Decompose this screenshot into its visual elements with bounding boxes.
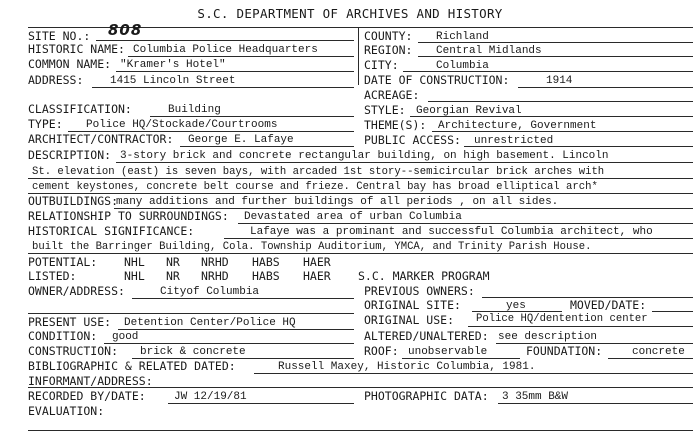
roof-label: ROOF: — [364, 344, 399, 358]
roof-value: unobservable — [408, 346, 488, 358]
city-value: Columbia — [436, 60, 489, 72]
region-value: Central Midlands — [436, 45, 542, 57]
original-use-label: ORIGINAL USE: — [364, 313, 455, 327]
listed-label: LISTED: — [28, 269, 77, 283]
construction-value: brick & concrete — [140, 346, 246, 358]
recorded-by-value: JW 12/19/81 — [174, 391, 247, 403]
evaluation-label: EVALUATION: — [28, 404, 105, 418]
potential-nrhd: NRHD — [201, 255, 229, 269]
altered-label: ALTERED/UNALTERED: — [364, 329, 489, 343]
relationship-label: RELATIONSHIP TO SURROUNDINGS: — [28, 209, 229, 223]
form-header: S.C. DEPARTMENT OF ARCHIVES AND HISTORY — [197, 6, 503, 21]
recorded-by-label: RECORDED BY/DATE: — [28, 389, 146, 403]
listed-nrhd: NRHD — [201, 269, 229, 283]
classification-label: CLASSIFICATION: — [28, 102, 132, 116]
informant-label: INFORMANT/ADDRESS: — [28, 374, 153, 388]
relationship-value: Devastated area of urban Columbia — [244, 211, 462, 223]
listed-habs: HABS — [252, 269, 280, 283]
common-name-label: COMMON NAME: — [28, 57, 112, 71]
owner-address-label: OWNER/ADDRESS: — [28, 284, 125, 298]
common-name-value: "Kramer's Hotel" — [120, 59, 226, 71]
themes-label: THEME(S): — [364, 118, 427, 132]
historical-significance-line-2: built the Barringer Building, Cola. Township Auditorium, YMCA, and Trinity Parish House. — [32, 241, 592, 253]
site-inventory-form — [28, 21, 693, 432]
potential-haer: HAER — [303, 255, 331, 269]
historical-significance-label: HISTORICAL SIGNIFICANCE: — [28, 224, 195, 238]
description-line-3: cement keystones, concrete belt course and frieze. Central bay has broad elliptical arch* — [32, 181, 598, 193]
description-line-1: 3-story brick and concrete rectangular building, on high basement. Lincoln — [120, 150, 609, 162]
foundation-value: concrete — [632, 346, 685, 358]
listed-nhl: NHL — [124, 269, 145, 283]
condition-label: CONDITION: — [28, 329, 98, 343]
architect-label: ARCHITECT/CONTRACTOR: — [28, 132, 174, 146]
acreage-label: ACREAGE: — [364, 88, 420, 102]
county-value: Richland — [436, 31, 489, 43]
bibliographic-label: BIBLIOGRAPHIC & RELATED DATED: — [28, 359, 236, 373]
site-no-label: SITE NO.: — [28, 29, 91, 43]
historic-name-label: HISTORIC NAME: — [28, 42, 125, 56]
original-use-value: Police HQ/dentention center — [476, 313, 648, 325]
previous-owners-label: PREVIOUS OWNERS: — [364, 284, 475, 298]
date-of-construction-label: DATE OF CONSTRUCTION: — [364, 73, 510, 87]
foundation-label: FOUNDATION: — [526, 344, 603, 358]
potential-nr: NR — [166, 255, 180, 269]
condition-value: good — [112, 331, 139, 343]
column-divider — [358, 27, 359, 85]
photographic-data-label: PHOTOGRAPHIC DATA: — [364, 389, 489, 403]
public-access-label: PUBLIC ACCESS: — [364, 133, 461, 147]
style-label: STYLE: — [364, 103, 406, 117]
county-label: COUNTY: — [364, 29, 413, 43]
original-site-label: ORIGINAL SITE: — [364, 298, 461, 312]
potential-label: POTENTIAL: — [28, 255, 98, 269]
description-label: DESCRIPTION: — [28, 148, 112, 162]
address-value: 1415 Lincoln Street — [110, 75, 236, 87]
marker-program-label: S.C. MARKER PROGRAM — [358, 269, 490, 283]
present-use-label: PRESENT USE: — [28, 315, 112, 329]
site-no-value: 808 — [108, 21, 143, 39]
historical-significance-line-1: Lafaye was a prominant and successful Columbia architect, who — [250, 226, 653, 238]
potential-nhl: NHL — [124, 255, 145, 269]
moved-date-label: MOVED/DATE: — [570, 298, 647, 312]
potential-habs: HABS — [252, 255, 280, 269]
architect-value: George E. Lafaye — [188, 134, 294, 146]
listed-nr: NR — [166, 269, 180, 283]
description-line-2: St. elevation (east) is seven bays, with arcaded 1st story--semicircular brick arches with — [32, 166, 605, 178]
original-site-value: yes — [506, 300, 526, 312]
outbuildings-label: OUTBUILDINGS: — [28, 194, 119, 208]
type-label: TYPE: — [28, 117, 63, 131]
region-label: REGION: — [364, 43, 413, 57]
date-of-construction-value: 1914 — [546, 75, 573, 87]
public-access-value: unrestricted — [474, 135, 554, 147]
classification-value: Building — [168, 104, 221, 116]
city-label: CITY: — [364, 58, 399, 72]
altered-value: see description — [498, 331, 598, 343]
owner-address-value: Cityof Columbia — [160, 286, 260, 298]
construction-label: CONSTRUCTION: — [28, 344, 119, 358]
bibliographic-value: Russell Maxey, Historic Columbia, 1981. — [278, 361, 536, 373]
address-label: ADDRESS: — [28, 73, 84, 87]
outbuildings-value: many additions and further buildings of all periods , on all sides. — [116, 196, 559, 208]
type-value: Police HQ/Stockade/Courtrooms — [86, 119, 278, 131]
photographic-data-value: 3 35mm B&W — [502, 391, 569, 403]
present-use-value: Detention Center/Police HQ — [124, 317, 296, 329]
themes-value: Architecture, Government — [438, 120, 597, 132]
historic-name-value: Columbia Police Headquarters — [133, 44, 318, 56]
listed-haer: HAER — [303, 269, 331, 283]
style-value: Georgian Revival — [416, 105, 522, 117]
